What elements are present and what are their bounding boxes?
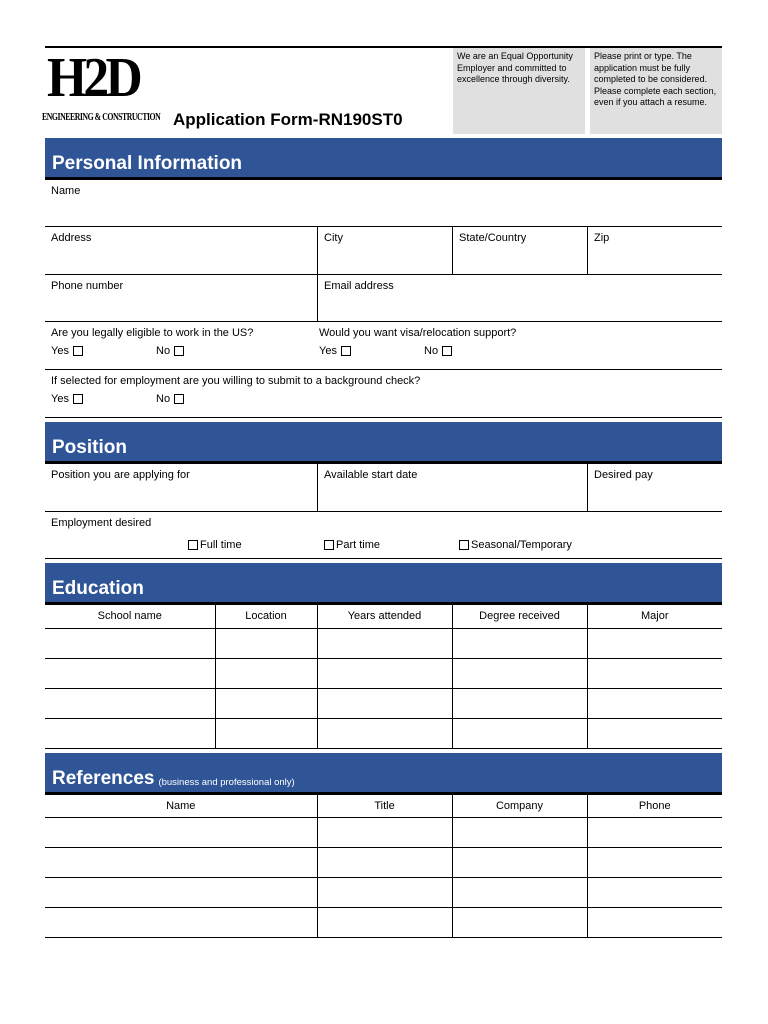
full-time-checkbox[interactable]	[188, 540, 198, 550]
table-cell[interactable]	[587, 878, 722, 908]
section-title: Position	[52, 437, 127, 458]
name-label: Name	[51, 185, 81, 197]
phone-field[interactable]	[45, 275, 317, 321]
contact-row	[45, 275, 722, 322]
form-header	[42, 46, 722, 134]
table-cell[interactable]	[452, 718, 587, 748]
table-cell[interactable]	[452, 908, 587, 938]
column-header: Major	[587, 605, 722, 628]
part-time-label: Part time	[336, 539, 381, 551]
eligible-yes-checkbox[interactable]	[73, 346, 83, 356]
table-cell[interactable]	[452, 658, 587, 688]
education-table	[45, 605, 722, 749]
table-row	[45, 908, 722, 938]
visa-no-checkbox[interactable]	[442, 346, 452, 356]
seasonal-checkbox[interactable]	[459, 540, 469, 550]
address-row	[45, 227, 722, 275]
table-cell[interactable]	[452, 878, 587, 908]
table-row	[45, 688, 722, 718]
section-title: Education	[52, 578, 144, 599]
visa-support-question	[317, 322, 722, 369]
email-field[interactable]	[317, 275, 722, 321]
application-form	[42, 46, 722, 938]
name-row	[45, 180, 722, 227]
table-cell[interactable]	[452, 848, 587, 878]
phone-label: Phone number	[51, 280, 124, 292]
no-label: No	[156, 345, 171, 357]
start-date-label: Available start date	[324, 469, 418, 481]
column-header: Name	[45, 795, 317, 818]
table-cell[interactable]	[317, 908, 452, 938]
start-date-field[interactable]	[317, 464, 587, 511]
table-cell[interactable]	[317, 718, 452, 748]
city-field[interactable]	[317, 227, 452, 274]
table-cell[interactable]	[215, 628, 317, 658]
work-eligibility-label: Are you legally eligible to work in the US?	[51, 327, 254, 339]
references-table	[45, 795, 722, 939]
state-country-field[interactable]	[452, 227, 587, 274]
table-cell[interactable]	[452, 688, 587, 718]
logo-main-text: H2D	[47, 47, 139, 109]
table-cell[interactable]	[45, 818, 317, 848]
zip-label: Zip	[594, 232, 610, 244]
section-header-position	[45, 422, 722, 464]
table-cell[interactable]	[587, 658, 722, 688]
form-title: Application Form-RN190ST0	[173, 110, 403, 129]
section-subtitle: (business and professional only)	[158, 776, 295, 788]
background-yes-checkbox[interactable]	[73, 394, 83, 404]
table-header-row	[45, 605, 722, 628]
state-country-label: State/Country	[459, 232, 527, 244]
column-header: Phone	[587, 795, 722, 818]
table-cell[interactable]	[317, 688, 452, 718]
employment-desired-row	[45, 512, 722, 559]
desired-pay-field[interactable]	[587, 464, 722, 511]
logo-sub-text: ENGINEERING & CONSTRUCTION	[42, 112, 161, 123]
table-cell[interactable]	[317, 658, 452, 688]
section-header-education	[45, 563, 722, 605]
background-no-checkbox[interactable]	[174, 394, 184, 404]
table-cell[interactable]	[317, 848, 452, 878]
table-cell[interactable]	[215, 658, 317, 688]
table-cell[interactable]	[587, 908, 722, 938]
column-header: Location	[215, 605, 317, 628]
table-cell[interactable]	[45, 878, 317, 908]
city-label: City	[324, 232, 343, 244]
column-header: School name	[45, 605, 215, 628]
column-header: Years attended	[317, 605, 452, 628]
position-applying-label: Position you are applying for	[51, 469, 190, 481]
yes-label: Yes	[51, 345, 69, 357]
section-header-references	[45, 753, 722, 795]
full-time-label: Full time	[200, 539, 242, 551]
table-cell[interactable]	[215, 688, 317, 718]
table-row	[45, 818, 722, 848]
part-time-checkbox[interactable]	[324, 540, 334, 550]
no-label: No	[156, 393, 171, 405]
seasonal-label: Seasonal/Temporary	[471, 539, 572, 551]
section-title: Personal Information	[52, 153, 243, 174]
zip-field[interactable]	[587, 227, 722, 274]
table-cell[interactable]	[45, 688, 215, 718]
table-row	[45, 878, 722, 908]
visa-yes-checkbox[interactable]	[341, 346, 351, 356]
table-cell[interactable]	[587, 718, 722, 748]
yes-label: Yes	[319, 345, 337, 357]
position-row	[45, 464, 722, 512]
background-check-question	[45, 370, 722, 417]
section-title: References	[52, 767, 155, 789]
table-cell[interactable]	[452, 628, 587, 658]
company-logo	[42, 47, 161, 130]
table-cell[interactable]	[215, 718, 317, 748]
background-check-label: If selected for employment are you willing to submit to a background check?	[51, 375, 421, 387]
table-cell[interactable]	[587, 848, 722, 878]
print-instructions-notice: Please print or type. The application must be fully completed to be considered. Please complete each section, even if you attach a resume.	[590, 48, 722, 134]
column-header: Company	[452, 795, 587, 818]
column-header: Degree received	[452, 605, 587, 628]
table-cell[interactable]	[587, 628, 722, 658]
work-eligibility-question	[45, 322, 317, 369]
eligible-no-checkbox[interactable]	[174, 346, 184, 356]
table-cell[interactable]	[45, 848, 317, 878]
visa-support-label: Would you want visa/relocation support?	[319, 327, 517, 339]
yes-label: Yes	[51, 393, 69, 405]
table-header-row	[45, 795, 722, 818]
background-check-row	[45, 370, 722, 418]
name-field[interactable]	[45, 180, 722, 226]
table-cell[interactable]	[452, 818, 587, 848]
table-cell[interactable]	[587, 688, 722, 718]
no-label: No	[424, 345, 439, 357]
table-cell[interactable]	[45, 658, 215, 688]
table-row	[45, 848, 722, 878]
table-cell[interactable]	[45, 628, 215, 658]
address-label: Address	[51, 232, 92, 244]
eligibility-row	[45, 322, 722, 370]
table-row	[45, 628, 722, 658]
table-row	[45, 718, 722, 748]
email-label: Email address	[324, 280, 394, 292]
column-header: Title	[317, 795, 452, 818]
position-applying-field[interactable]	[45, 464, 317, 511]
table-cell[interactable]	[587, 818, 722, 848]
employment-desired-field	[45, 512, 722, 558]
equal-opportunity-notice: We are an Equal Opportunity Employer and committed to excellence through diversity.	[453, 48, 585, 134]
table-cell[interactable]	[317, 878, 452, 908]
table-cell[interactable]	[317, 628, 452, 658]
desired-pay-label: Desired pay	[594, 469, 653, 481]
table-cell[interactable]	[45, 718, 215, 748]
table-row	[45, 658, 722, 688]
table-cell[interactable]	[45, 908, 317, 938]
section-header-personal	[45, 138, 722, 180]
table-cell[interactable]	[317, 818, 452, 848]
employment-desired-label: Employment desired	[51, 517, 152, 529]
address-field[interactable]	[45, 227, 317, 274]
